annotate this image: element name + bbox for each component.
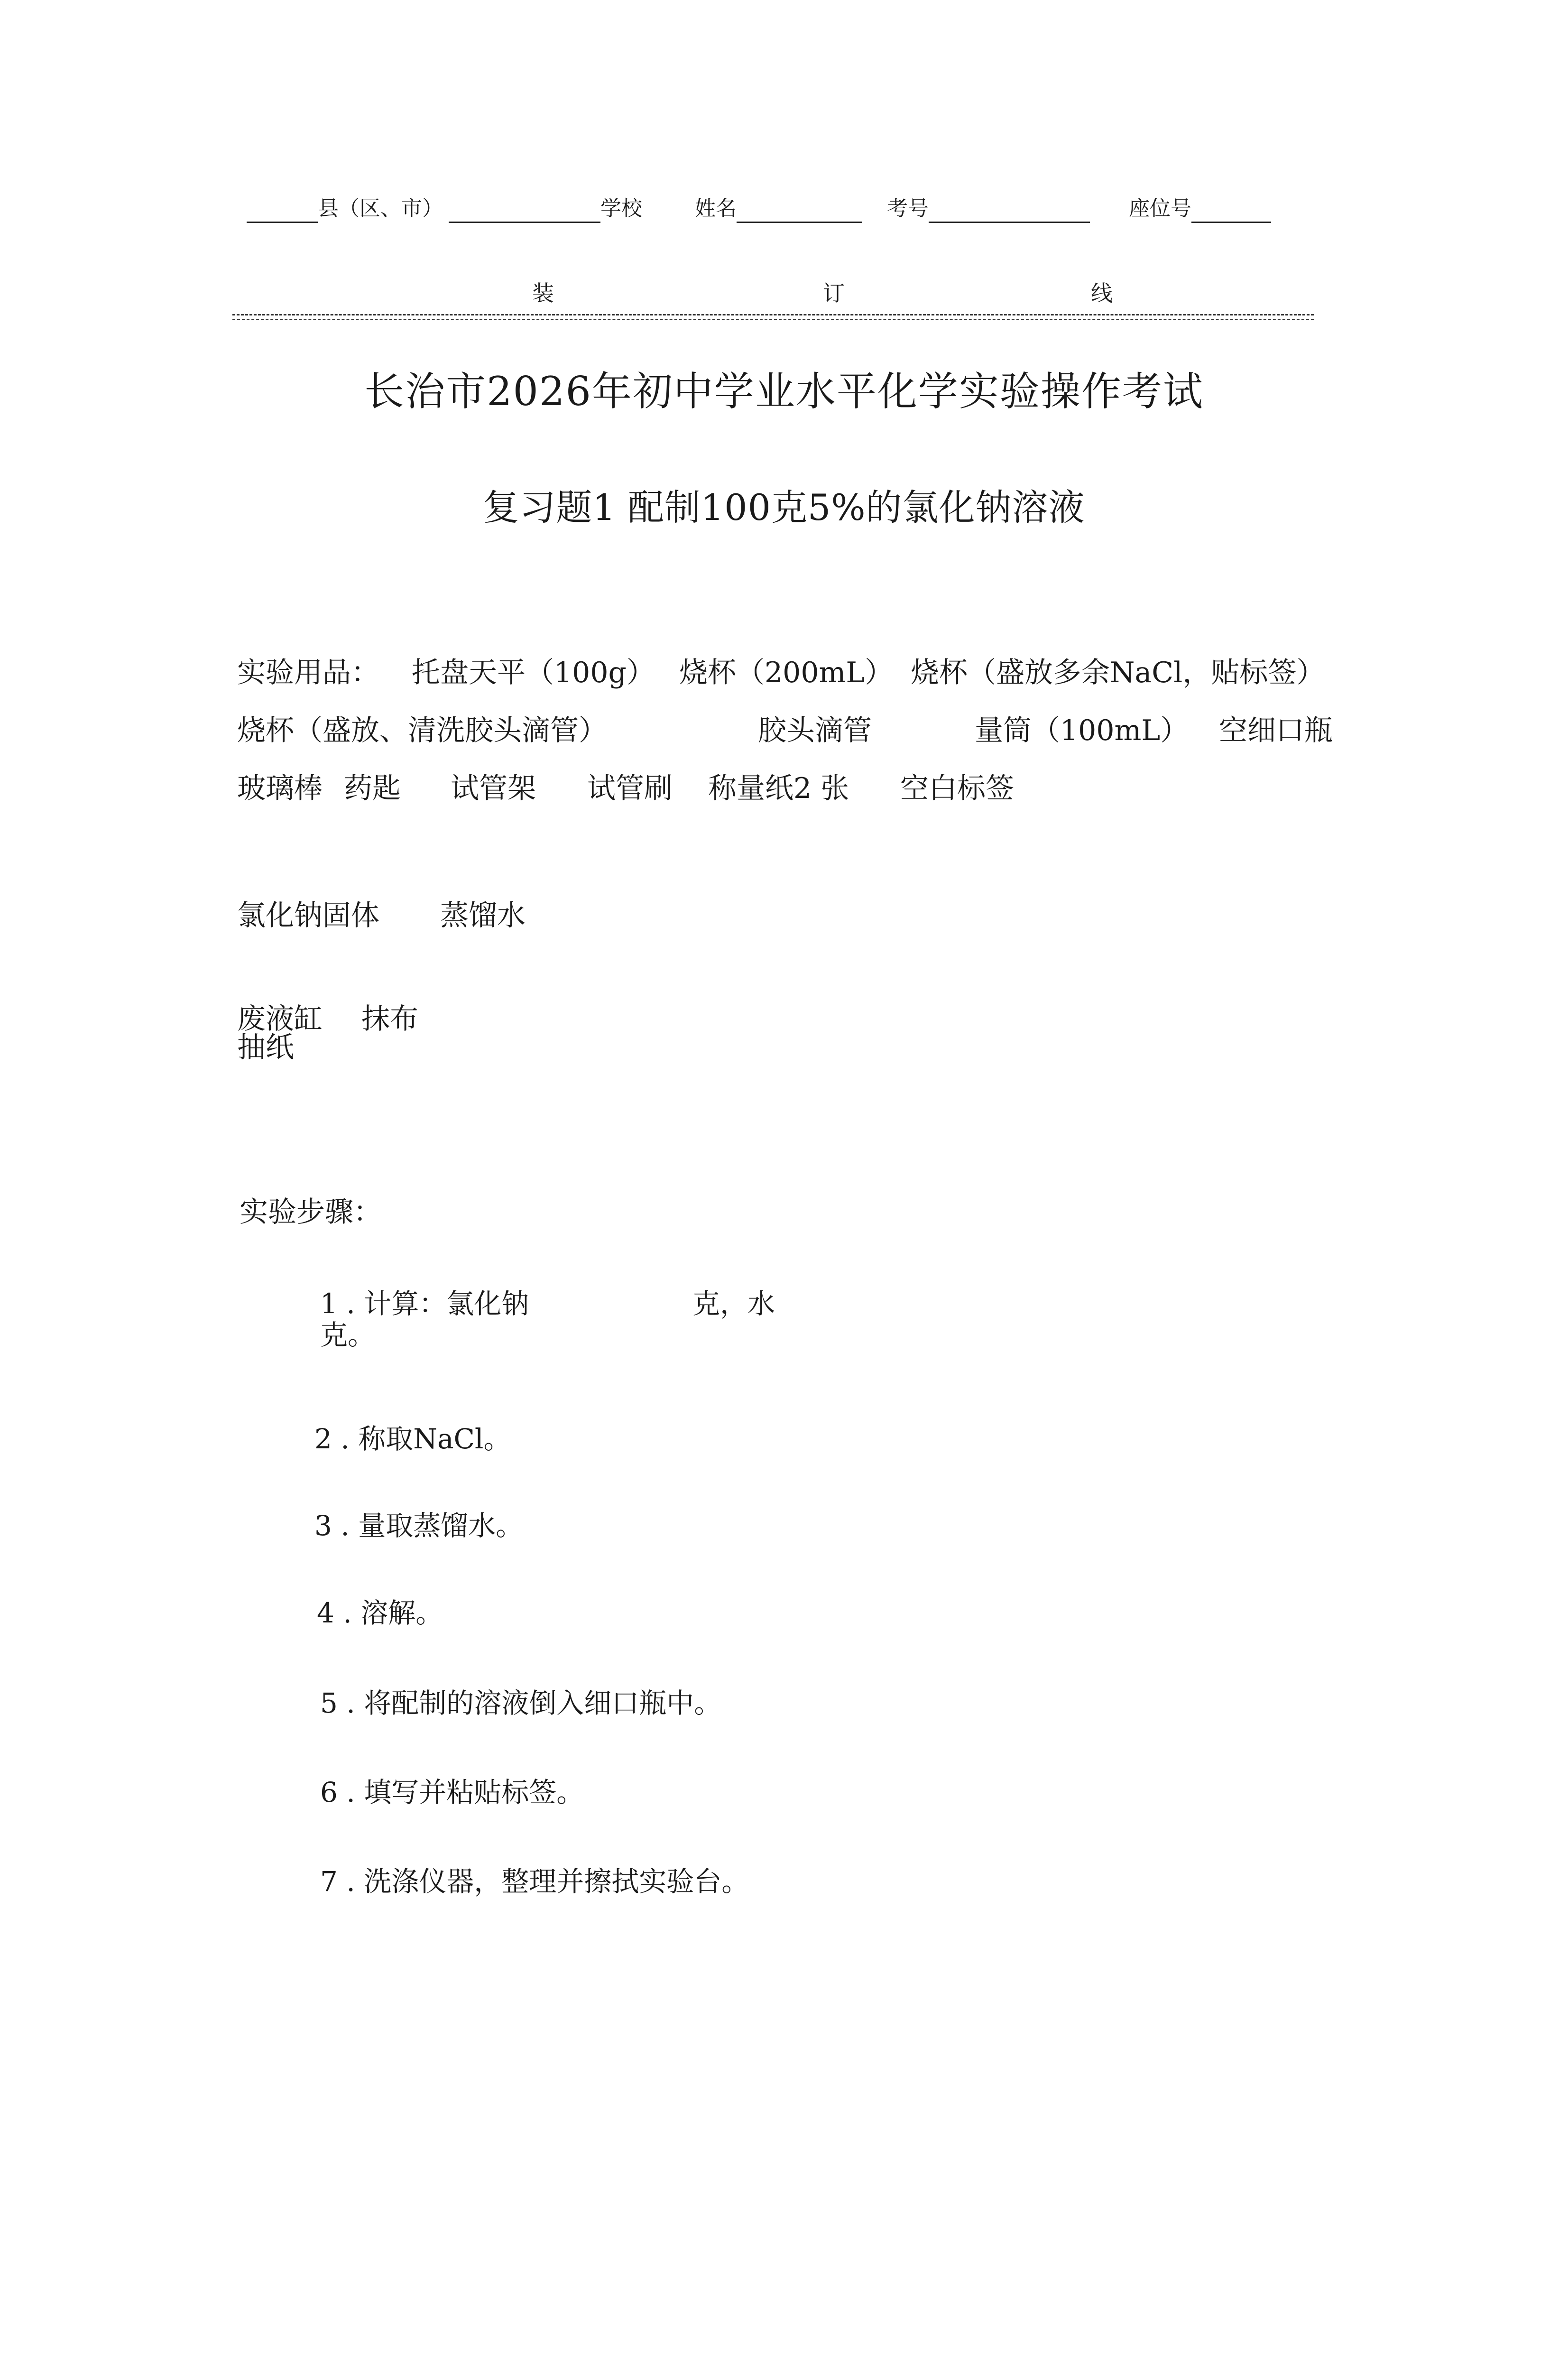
county-blank (247, 199, 318, 223)
supply-item: 托盘天平（100g） (412, 656, 655, 689)
supply-item: 烧杯（盛放多余NaCl，贴标签） (911, 656, 1325, 689)
exam-no-blank (929, 199, 1090, 223)
step-3: 3 . 量取蒸馏水。 (314, 1510, 524, 1542)
name-blank (737, 199, 862, 223)
step-5: 5 . 将配制的溶液倒入细口瓶中。 (320, 1687, 722, 1719)
name-field (695, 195, 862, 223)
seat-no-blank (1191, 199, 1271, 223)
step-4: 4 . 溶解。 (317, 1597, 443, 1629)
binding-char-ding: 订 (823, 280, 845, 306)
step-1-water: 克，水 (692, 1288, 775, 1320)
supply-item: 玻璃棒 (237, 772, 323, 805)
supply-item: 烧杯（200mL） (679, 656, 894, 689)
exam-info-line (247, 195, 642, 223)
supply-item: 胶头滴管 (758, 714, 872, 747)
county-label: 县（区、市） (318, 196, 443, 221)
page-subtitle: 复习题1 配制100克5%的氯化钠溶液 (483, 486, 1085, 528)
name-label: 姓名 (695, 196, 737, 221)
supply-item: 空细口瓶 (1219, 714, 1333, 747)
binding-char-xian: 线 (1091, 280, 1113, 306)
supply-item: 蒸馏水 (440, 899, 526, 932)
school-label: 学校 (600, 196, 642, 221)
steps-label: 实验步骤： (240, 1195, 382, 1229)
supplies-label: 实验用品： (237, 656, 379, 689)
supply-item: 空白标签 (900, 772, 1014, 805)
school-blank (449, 199, 600, 223)
page-title: 长治市2026年初中学业水平化学实验操作考试 (364, 368, 1204, 415)
exam-no-label: 考号 (887, 196, 929, 221)
supply-item: 量筒（100mL） (975, 714, 1189, 747)
step-6: 6 . 填写并粘贴标签。 (320, 1776, 584, 1808)
exam-no-field (887, 195, 1090, 223)
supply-item: 试管刷 (587, 772, 673, 805)
supply-item: 废液缸 (237, 1002, 323, 1036)
step-2: 2 . 称取NaCl。 (314, 1423, 511, 1455)
seat-no-label: 座位号 (1129, 196, 1191, 221)
supply-item: 称量纸2 张 (708, 772, 849, 805)
supply-item: 烧杯（盛放、清洗胶头滴管） (237, 714, 607, 747)
step-1-unit: 克。 (320, 1319, 376, 1351)
binding-dashed-line-lower (232, 319, 1314, 320)
binding-dashed-line (232, 314, 1314, 315)
supply-item: 抹布 (361, 1002, 418, 1036)
supply-item: 试管架 (451, 772, 536, 805)
seat-no-field (1129, 195, 1271, 223)
step-7: 7 . 洗涤仪器，整理并擦拭实验台。 (320, 1865, 749, 1898)
supply-item: 氯化钠固体 (237, 899, 379, 932)
supply-item: 药匙 (344, 772, 401, 805)
supply-item: 抽纸 (237, 1031, 294, 1064)
step-1: 1 . 计算：氯化钠 (320, 1288, 529, 1320)
binding-char-zhuang: 装 (532, 280, 554, 306)
